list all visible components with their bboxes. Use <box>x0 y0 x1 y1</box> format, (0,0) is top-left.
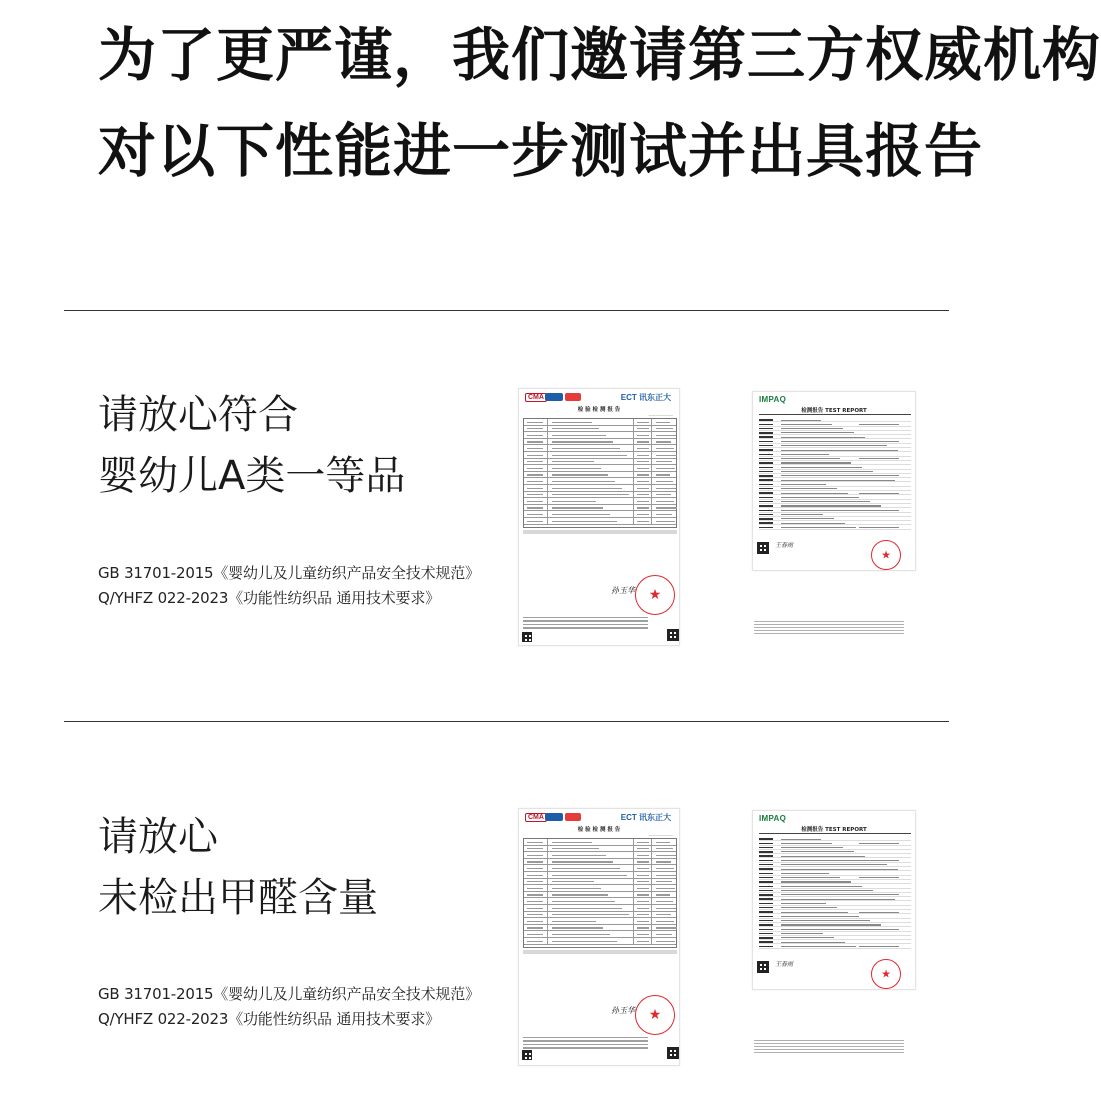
report-table-row <box>524 511 676 518</box>
official-seal-stamp <box>635 995 675 1035</box>
impaq-test-report-image <box>752 391 916 571</box>
report-table-row <box>524 879 676 886</box>
report-table-row <box>524 885 676 892</box>
section-1-standard-1: GB 31701-2015《婴幼儿及儿童纺织产品安全技术规范》 <box>98 564 480 582</box>
signature: 王春雨 <box>775 542 794 549</box>
report-title: 检测报告 TEST REPORT <box>801 827 867 833</box>
report-field-row <box>759 944 911 948</box>
report-title: 检测报告 TEST REPORT <box>801 408 867 414</box>
ilac-mra-logo <box>545 393 563 401</box>
report-table-row <box>524 465 676 472</box>
report-b-footnote <box>754 621 904 636</box>
report-table-row <box>524 432 676 439</box>
report-table-row <box>524 931 676 938</box>
report-table <box>523 838 677 948</box>
report-table-row <box>524 872 676 879</box>
report-title: 检 验 检 测 报 告 <box>577 407 621 413</box>
report-table-row <box>524 918 676 925</box>
cnas-logo <box>565 393 581 401</box>
section-divider <box>64 721 949 722</box>
report-fields <box>759 418 911 530</box>
section-1-title-line-1: 请放心符合 <box>98 392 298 438</box>
seal-star-icon: ★ <box>648 1007 662 1023</box>
report-b-footnote <box>754 1040 904 1055</box>
section-1-title-line-2: 婴幼儿A类一等品 <box>98 453 406 499</box>
ect-test-report-image <box>518 808 680 1066</box>
report-divider-band <box>523 530 677 534</box>
report-table-row <box>524 478 676 485</box>
impaq-test-report-image <box>752 810 916 990</box>
report-table-row <box>524 846 676 853</box>
impaq-brand-logo: IMPAQ <box>759 395 787 404</box>
report-footnote <box>523 617 648 631</box>
impaq-brand-logo: IMPAQ <box>759 814 787 823</box>
ect-brand-logo: ECT 讯东正大 <box>620 393 671 402</box>
official-seal-stamp <box>871 959 901 989</box>
report-field-row <box>759 525 911 529</box>
report-table-row <box>524 518 676 525</box>
section-divider <box>64 310 949 311</box>
signature: 孙玉华 <box>611 1006 635 1015</box>
report-divider-band <box>523 950 677 954</box>
report-table-row <box>524 498 676 505</box>
report-number: ——————— <box>648 833 673 837</box>
report-number-line <box>759 414 911 415</box>
qr-code-icon <box>757 542 769 554</box>
ect-test-report-image <box>518 388 680 646</box>
section-2-standard-1: GB 31701-2015《婴幼儿及儿童纺织产品安全技术规范》 <box>98 985 480 1003</box>
report-table-row <box>524 472 676 479</box>
report-table-row <box>524 898 676 905</box>
report-title: 检 验 检 测 报 告 <box>577 827 621 833</box>
report-table-row <box>524 938 676 945</box>
report-fields <box>759 837 911 949</box>
report-table-row <box>524 445 676 452</box>
section-2-title-line-2: 未检出甲醛含量 <box>98 875 378 921</box>
qr-code-icon <box>757 961 769 973</box>
report-table <box>523 418 677 528</box>
report-table-row <box>524 492 676 499</box>
section-2-title-line-1: 请放心 <box>98 814 218 860</box>
cma-logo: CMA <box>525 813 547 822</box>
report-table-row <box>524 439 676 446</box>
seal-star-icon: ★ <box>881 548 891 562</box>
report-table-row <box>524 459 676 466</box>
cma-logo: CMA <box>525 393 547 402</box>
report-table-row <box>524 419 676 426</box>
signature: 孙玉华 <box>611 586 635 595</box>
qr-code-icon <box>522 1050 532 1060</box>
official-seal-stamp <box>635 575 675 615</box>
report-table-row <box>524 859 676 866</box>
report-table-row <box>524 925 676 932</box>
seal-star-icon: ★ <box>648 587 662 603</box>
report-table-row <box>524 865 676 872</box>
report-table-row <box>524 892 676 899</box>
report-table-row <box>524 905 676 912</box>
report-table-row <box>524 505 676 512</box>
report-number-line <box>759 833 911 834</box>
headline-line-2: 对以下性能进一步测试并出具报告 <box>98 117 984 185</box>
ilac-mra-logo <box>545 813 563 821</box>
report-table-row <box>524 452 676 459</box>
qr-code-icon <box>522 632 532 642</box>
report-number: ——————— <box>648 413 673 417</box>
qr-code-icon <box>667 1047 679 1059</box>
report-table-row <box>524 852 676 859</box>
report-table-row <box>524 485 676 492</box>
qr-code-icon <box>667 629 679 641</box>
cnas-logo <box>565 813 581 821</box>
report-table-row <box>524 912 676 919</box>
seal-star-icon: ★ <box>881 967 891 981</box>
official-seal-stamp <box>871 540 901 570</box>
report-footnote <box>523 1037 648 1051</box>
headline-line-1: 为了更严谨，我们邀请第三方权威机构 <box>98 21 1101 89</box>
report-table-row <box>524 426 676 433</box>
section-2-standard-2: Q/YHFZ 022-2023《功能性纺织品 通用技术要求》 <box>98 1010 440 1028</box>
report-table-row <box>524 839 676 846</box>
ect-brand-logo: ECT 讯东正大 <box>620 813 671 822</box>
section-1-standard-2: Q/YHFZ 022-2023《功能性纺织品 通用技术要求》 <box>98 589 440 607</box>
signature: 王春雨 <box>775 961 794 968</box>
